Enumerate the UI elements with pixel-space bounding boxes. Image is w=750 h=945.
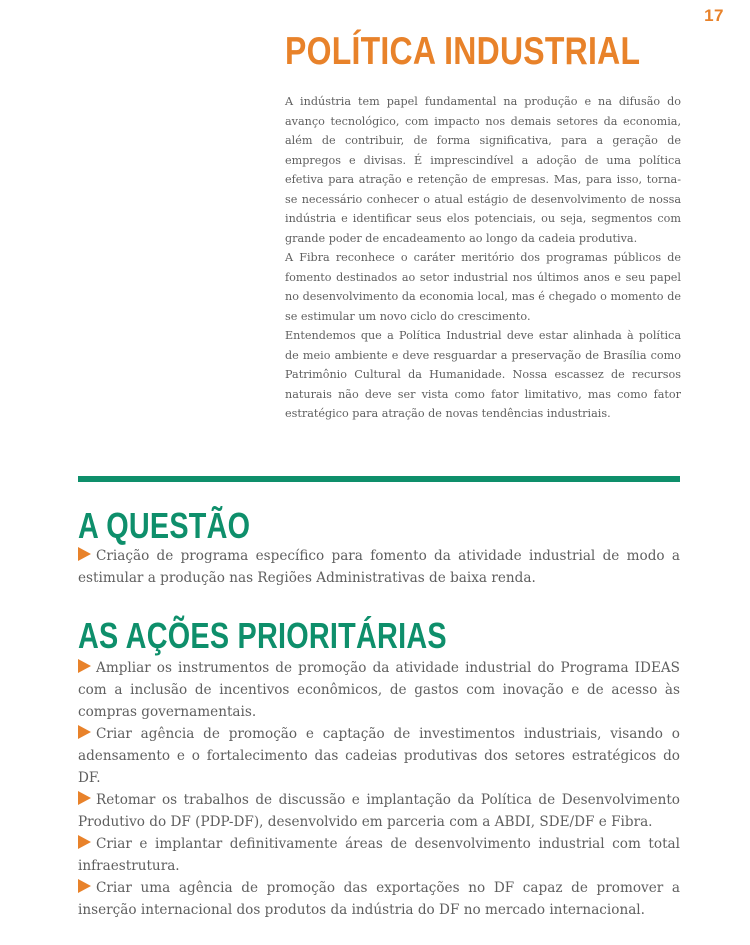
- list-item: [78, 723, 680, 789]
- list-item: [78, 789, 680, 833]
- section-title-politica-industrial: POLÍTICA INDUSTRIAL: [285, 30, 641, 73]
- list-item-text: Criar agência de promoção e captação de investimentos industriais, visando o adensamento e o fortalecimento das cadeias produtivas dos setores estratégicos do DF.: [78, 726, 680, 786]
- triangle-bullet-icon: [78, 659, 91, 673]
- list-item-text: Retomar os trabalhos de discussão e implantação da Política de Desenvolvimento Produtivo do DF (PDP-DF), desenvolvido em parceria com a ABDI, SDE/DF e Fibra.: [78, 792, 680, 830]
- intro-paragraph: A indústria tem papel fundamental na produção e na difusão do avanço tecnológico, com impacto nos demais setores da economia, além de contribuir, de forma significativa, para a geração de empregos e divisas. É imprescindível a adoção de uma política efetiva para atração e retenção de empresas. Mas, para isso, torna-se necessário conhecer o atual estágio de desenvolvimento de nossa indústria e identificar seus elos potenciais, ou seja, segmentos com grande poder de encadeamento ao longo da cadeia produtiva.: [285, 95, 681, 245]
- intro-paragraph: Entendemos que a Política Industrial deve estar alinhada à política de meio ambiente e deve resguardar a preservação de Brasília como Patrimônio Cultural da Humanidade. Nossa escassez de recursos naturais não deve ser vista como fator limitativo, mas como fator estratégico para atração de novas tendências industriais.: [285, 329, 681, 420]
- questao-list: [78, 545, 680, 589]
- intro-paragraph: A Fibra reconhece o caráter meritório dos programas públicos de fomento destinados ao setor industrial nos últimos anos e seu papel no desenvolvimento da economia local, mas é chegado o momento de se estimular um novo ciclo do crescimento.: [285, 251, 681, 323]
- list-item: [78, 877, 680, 921]
- list-item: [78, 657, 680, 723]
- page-number: 17: [704, 6, 724, 25]
- intro-text: [285, 92, 681, 424]
- triangle-bullet-icon: [78, 791, 91, 805]
- list-item: [78, 833, 680, 877]
- triangle-bullet-icon: [78, 879, 91, 893]
- section-divider: [78, 476, 680, 482]
- triangle-bullet-icon: [78, 835, 91, 849]
- list-item-text: Ampliar os instrumentos de promoção da atividade industrial do Programa IDEAS com a inclusão de incentivos econômicos, de gastos com inovação e de acesso às compras governamentais.: [78, 660, 680, 720]
- heading-a-questao: A QUESTÃO: [78, 505, 251, 546]
- list-item-text: Criar e implantar definitivamente áreas de desenvolvimento industrial com total infraestrutura.: [78, 836, 680, 874]
- list-item-text: Criar uma agência de promoção das exportações no DF capaz de promover a inserção internacional dos produtos da indústria do DF no mercado internacional.: [78, 880, 680, 918]
- acoes-list: [78, 657, 680, 921]
- list-item: [78, 545, 680, 589]
- triangle-bullet-icon: [78, 725, 91, 739]
- triangle-bullet-icon: [78, 547, 91, 561]
- list-item-text: Criação de programa específico para fomento da atividade industrial de modo a estimular a produção nas Regiões Administrativas de baixa renda.: [78, 548, 680, 586]
- heading-acoes-prioritarias: AS AÇÕES PRIORITÁRIAS: [78, 615, 447, 656]
